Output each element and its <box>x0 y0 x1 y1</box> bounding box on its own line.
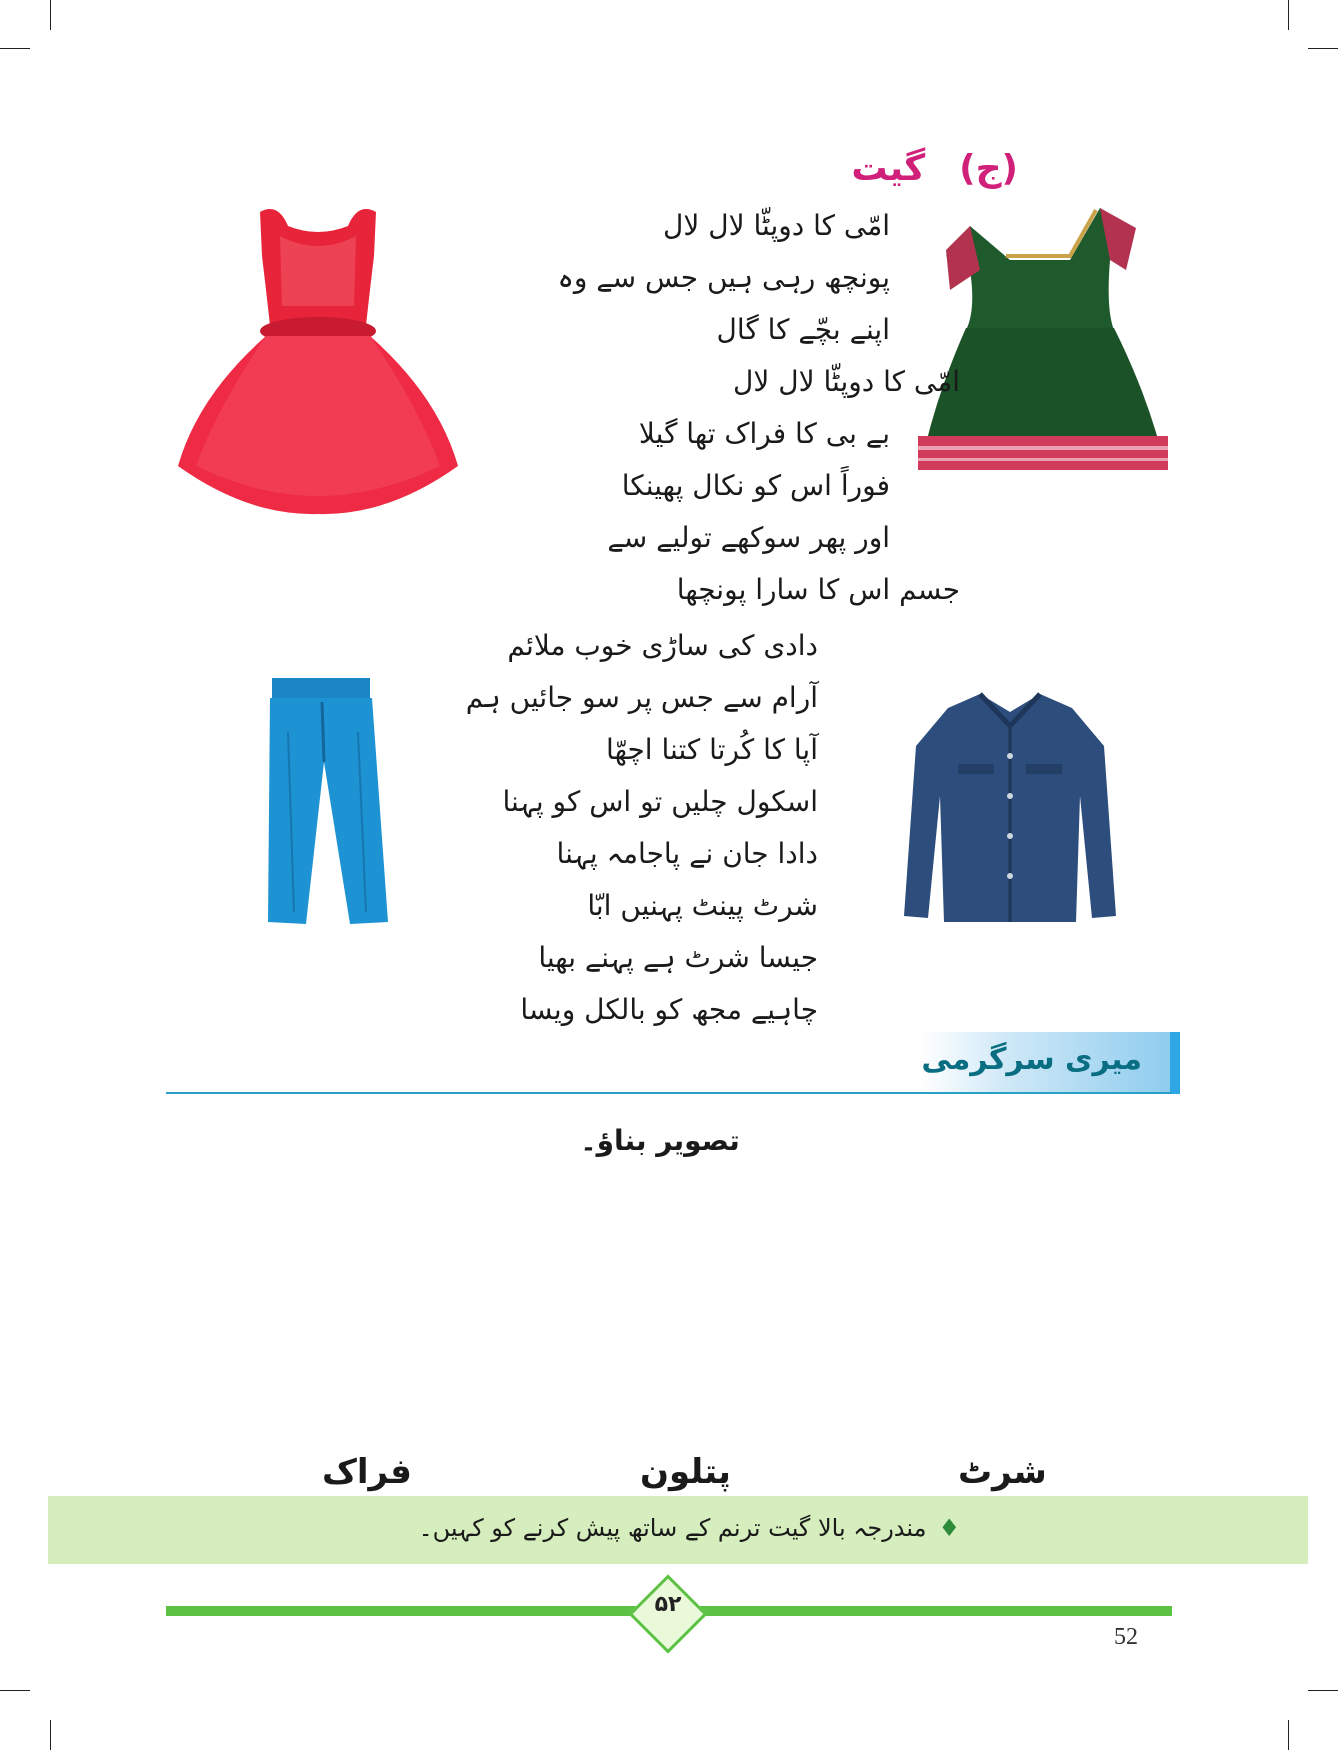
crop-mark <box>0 1690 30 1691</box>
teacher-note-text <box>419 1514 960 1542</box>
poem-line: امّی کا دوپٹّا لال لال <box>733 365 960 398</box>
poem-line: بے بی کا فراک تھا گیلا <box>638 417 890 450</box>
poem-line: پونچھ رہی ہیں جس سے وہ <box>557 261 890 294</box>
crop-mark <box>50 0 51 30</box>
crop-mark <box>1288 1720 1289 1750</box>
poem-line: اور پھر سوکھے تولیے سے <box>607 521 890 554</box>
crop-mark <box>0 48 30 49</box>
red-frock-image <box>168 196 468 536</box>
crop-mark <box>50 1720 51 1750</box>
activity-instruction: تصویر بناؤ۔ <box>580 1124 740 1157</box>
poem-line: آپا کا کُرتا کتنا اچھّا <box>606 733 818 766</box>
activity-banner <box>920 1032 1180 1094</box>
crop-mark <box>1288 0 1289 30</box>
urdu-page-number: ۵۲ <box>654 1592 682 1617</box>
activity-title: میری سرگرمی <box>921 1042 1142 1077</box>
poem-line: دادی کی ساڑی خوب ملائم <box>507 629 818 662</box>
label-pants: پتلون <box>640 1452 731 1492</box>
poem-line: شرٹ پینٹ پہنیں ابّا <box>587 889 818 922</box>
teacher-note <box>48 1496 1308 1564</box>
poem-stanza-1 <box>550 200 960 616</box>
poem-line: دادا جان نے پاجامہ پہنا <box>556 837 818 870</box>
crop-mark <box>1308 48 1338 49</box>
blue-pants-image <box>254 672 394 930</box>
section-title-text: گیت <box>851 148 926 189</box>
poem-line: اسکول چلیں تو اس کو پہنا <box>502 785 818 818</box>
page-number: 52 <box>1114 1624 1138 1650</box>
section-letter: (ج) <box>959 148 1018 189</box>
poem-line: چاہیے مجھ کو بالکل ویسا <box>520 993 818 1026</box>
poem-line: امّی کا دوپٹّا لال لال <box>663 209 890 242</box>
poem-line: آرام سے جس پر سو جائیں ہم <box>465 681 818 714</box>
poem-stanza-2 <box>465 620 818 1036</box>
poem-line: جسم اس کا سارا پونچھا <box>676 573 960 606</box>
poem-line: جیسا شرٹ ہے پہنے بھیا <box>538 941 818 974</box>
label-frock: فراک <box>322 1452 412 1492</box>
crop-mark <box>1308 1690 1338 1691</box>
note-text: مندرجہ بالا گیت ترنم کے ساتھ پیش کرنے کو کہیں۔ <box>418 1514 927 1542</box>
poem-line: فوراً اس کو نکال پھینکا <box>621 469 890 502</box>
section-title <box>817 148 1018 189</box>
section-divider <box>166 1092 1172 1094</box>
label-shirt: شرٹ <box>958 1452 1047 1492</box>
green-frock-image <box>910 200 1170 510</box>
denim-shirt-image <box>900 686 1120 930</box>
bullet-icon: ♦ <box>938 1514 960 1542</box>
poem-line: اپنے بچّے کا گال <box>716 313 890 346</box>
